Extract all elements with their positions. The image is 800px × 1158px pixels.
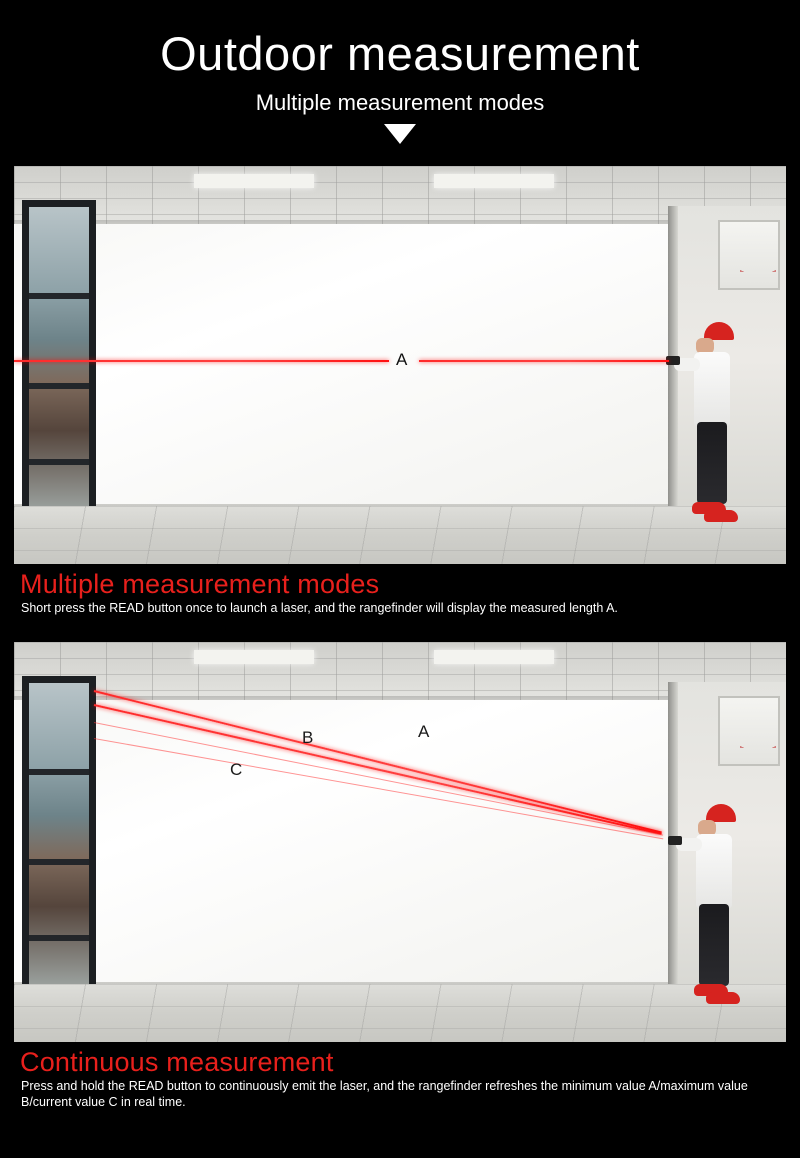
window-mullion: [29, 383, 89, 389]
ceiling-light: [434, 174, 554, 188]
ceiling-light: [434, 650, 554, 664]
photo-single-measurement: [14, 166, 786, 564]
window: [22, 200, 96, 516]
white-wall: [14, 700, 668, 984]
white-wall: [14, 224, 668, 506]
window-mullion: [29, 293, 89, 299]
wall-board-marking: [740, 232, 776, 272]
page-subtitle: Multiple measurement modes: [255, 90, 545, 115]
room-scene: [14, 642, 786, 1042]
ceiling-light: [194, 650, 314, 664]
window-mullion: [29, 459, 89, 465]
photo-continuous-measurement: [14, 642, 786, 1042]
laser-beam-a-left: [14, 360, 389, 362]
caption-single-measurement: [14, 564, 786, 624]
beam-label-c: C: [230, 760, 243, 779]
shoe: [706, 992, 740, 1004]
caption-title: Multiple measurement modes: [20, 569, 380, 599]
floor: [14, 506, 786, 564]
floor-tiles: [14, 506, 786, 564]
measurement-panel-continuous: [14, 642, 786, 1118]
legs: [697, 422, 727, 504]
chevron-down-icon: [384, 124, 416, 144]
ceiling-light: [194, 174, 314, 188]
beam-label-a: A: [396, 350, 408, 369]
shoe: [704, 510, 738, 522]
beam-label-a: A: [418, 722, 430, 741]
floor: [14, 984, 786, 1042]
window-mullion: [29, 769, 89, 775]
window: [22, 676, 96, 992]
beam-label-b: B: [302, 728, 314, 747]
floor-tiles: [14, 984, 786, 1042]
caption-title: Continuous measurement: [20, 1047, 334, 1077]
page-title: Outdoor measurement: [160, 27, 640, 80]
caption-text: Press and hold the READ button to continuously emit the laser, and the rangefinder refreshes the minimum value A/maximum value B/current value C in real time.: [21, 1079, 748, 1109]
rangefinder-device: [668, 836, 682, 845]
caption-text: Short press the READ button once to launch a laser, and the rangefinder will display the measured length A.: [21, 601, 618, 615]
measurement-panel-single: [14, 166, 786, 624]
legs: [699, 904, 729, 986]
room-scene: [14, 166, 786, 564]
window-mullion: [29, 935, 89, 941]
caption-continuous-measurement: [14, 1042, 786, 1118]
wall-board-marking: [740, 708, 776, 748]
page-header: [0, 0, 800, 144]
window-mullion: [29, 859, 89, 865]
laser-beam-a-right: [419, 360, 669, 362]
